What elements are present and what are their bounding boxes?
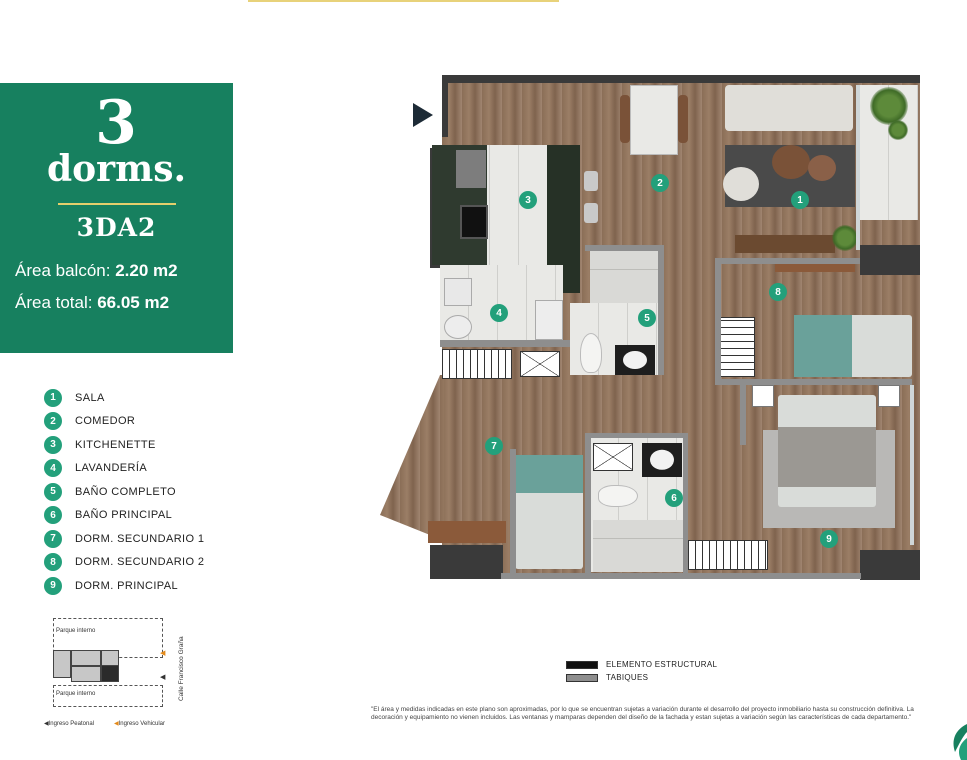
total-area-value: 66.05 m2 xyxy=(97,293,170,312)
shower-tile xyxy=(590,251,658,303)
nightstand xyxy=(878,385,900,407)
card-divider xyxy=(58,203,176,205)
legend-label: DORM. SECUNDARIO 1 xyxy=(75,532,205,545)
room-marker-sala: 1 xyxy=(791,191,809,209)
legend-number-badge: 4 xyxy=(44,459,62,477)
closet xyxy=(688,540,768,570)
bed-blanket xyxy=(794,315,852,377)
bed-blanket xyxy=(515,455,583,493)
legend-item xyxy=(44,574,204,598)
legend-number-badge: 6 xyxy=(44,506,62,524)
plan-key-partitions xyxy=(566,671,717,684)
room-marker-bano-principal: 6 xyxy=(665,489,683,507)
legend-number-badge: 1 xyxy=(44,389,62,407)
partition-wall xyxy=(585,433,685,438)
shaft xyxy=(520,351,560,377)
legend-item xyxy=(44,433,204,457)
legend-label: DORM. PRINCIPAL xyxy=(75,579,178,592)
structural-swatch xyxy=(566,661,598,669)
legend-label: LAVANDERÍA xyxy=(75,462,148,475)
partition-wall xyxy=(501,573,861,579)
room-marker-comedor: 2 xyxy=(651,174,669,192)
tv-console xyxy=(735,235,835,253)
vehicular-marker-icon: ◀ xyxy=(114,721,119,727)
key-plan xyxy=(40,615,200,735)
bed-blanket xyxy=(778,427,876,487)
legend-item xyxy=(44,504,204,528)
legend-label: DORM. SECUNDARIO 2 xyxy=(75,556,205,569)
legend-item xyxy=(44,480,204,504)
park-top-label: Parque interno xyxy=(56,628,96,634)
washbasin xyxy=(615,345,655,375)
pedestrian-entry-legend xyxy=(44,720,94,727)
balcony-glass xyxy=(856,85,860,250)
bar-stool xyxy=(584,171,598,191)
building-block xyxy=(71,666,101,682)
legend-number-badge: 9 xyxy=(44,577,62,595)
toilet xyxy=(598,485,638,507)
room-marker-dorm-secundario-1: 7 xyxy=(485,437,503,455)
plan-key-structural xyxy=(566,658,717,671)
pedestrian-arrow-icon: ◀ xyxy=(160,674,166,681)
dining-chairs xyxy=(620,95,630,143)
vehicular-entry-legend xyxy=(114,720,165,727)
partition-wall xyxy=(585,433,591,575)
room-legend xyxy=(44,386,204,598)
bedroom-label: dorms. xyxy=(46,148,187,190)
legend-number-badge: 5 xyxy=(44,483,62,501)
building-block xyxy=(71,650,101,666)
partition-swatch xyxy=(566,674,598,682)
window-glass xyxy=(910,385,914,545)
shower-tile xyxy=(593,520,683,572)
balcony-area-label: Área balcón: xyxy=(15,261,116,280)
partition-label: TABIQUES xyxy=(606,673,649,682)
room-marker-lavanderia: 4 xyxy=(490,304,508,322)
disclaimer-text: "El área y medidas indicadas en este plano son aproximadas, por lo que se encuentran sujetas a variación durante el desarrollo del proyecto inmobiliario hasta su construcción definitiva. La decoración y equipamiento no vienen incluidos. Las ventanas y mamparas dependen del diseño de la fachada y estan sujetas a variación según las características de cada departamento." xyxy=(371,706,914,722)
legend-item xyxy=(44,551,204,575)
total-area-label: Área total: xyxy=(15,293,98,312)
legend-label: SALA xyxy=(75,391,105,404)
shaft xyxy=(593,443,633,471)
pedestrian-entry-label: Ingreso Peatonal xyxy=(48,721,94,727)
legend-number-badge: 7 xyxy=(44,530,62,548)
building-block xyxy=(53,650,71,678)
balcony-area xyxy=(0,260,233,281)
legend-number-badge: 2 xyxy=(44,412,62,430)
pedestrian-marker-icon: ◀ xyxy=(44,721,49,727)
vehicular-arrow-icon: ◀ xyxy=(160,650,166,657)
legend-label: BAÑO PRINCIPAL xyxy=(75,509,173,522)
unit-code: 3DA2 xyxy=(76,213,157,242)
legend-label: KITCHENETTE xyxy=(75,438,156,451)
plant-icon xyxy=(870,87,908,125)
nightstand xyxy=(752,385,774,407)
desk xyxy=(428,521,506,543)
room-marker-kitchenette: 3 xyxy=(519,191,537,209)
room-marker-bano-completo: 5 xyxy=(638,309,656,327)
vehicular-entry-label: Ingreso Vehicular xyxy=(118,721,165,727)
toilet xyxy=(580,333,602,373)
washbasin xyxy=(642,443,682,477)
park-bottom-label: Parque interno xyxy=(56,691,96,697)
cooktop xyxy=(460,205,488,239)
side-table xyxy=(808,155,836,181)
closet xyxy=(442,349,512,379)
structural-column xyxy=(860,245,920,275)
structural-label: ELEMENTO ESTRUCTURAL xyxy=(606,660,718,669)
legend-label: BAÑO COMPLETO xyxy=(75,485,176,498)
plant-icon xyxy=(888,120,908,140)
leaf-logo-icon xyxy=(949,722,967,760)
dining-chairs xyxy=(678,95,688,143)
legend-item xyxy=(44,457,204,481)
bedroom-count: 3 xyxy=(95,88,138,158)
street-label: Calle Francisco Graña xyxy=(178,636,185,701)
legend-item xyxy=(44,386,204,410)
unit-highlight xyxy=(101,665,119,682)
structural-column xyxy=(430,545,503,579)
legend-label: COMEDOR xyxy=(75,415,136,428)
structural-wall xyxy=(442,75,448,137)
structural-column xyxy=(860,550,920,580)
legend-number-badge: 8 xyxy=(44,553,62,571)
legend-number-badge: 3 xyxy=(44,436,62,454)
structural-wall xyxy=(442,75,920,83)
closet xyxy=(719,317,755,377)
top-accent-line xyxy=(248,0,559,2)
partition-wall xyxy=(683,433,688,575)
laundry-sink xyxy=(535,300,563,340)
dryer xyxy=(444,315,472,339)
washer xyxy=(444,278,472,306)
partition-wall xyxy=(510,449,516,575)
armchair xyxy=(723,167,759,201)
fridge xyxy=(456,150,486,188)
legend-item xyxy=(44,410,204,434)
partition-wall xyxy=(740,385,746,445)
balcony-area-value: 2.20 m2 xyxy=(115,261,178,280)
wood-floor-bay xyxy=(380,375,444,535)
plan-keys xyxy=(566,658,717,684)
legend-item xyxy=(44,527,204,551)
total-area xyxy=(0,292,233,313)
unit-summary-card xyxy=(0,83,233,353)
room-marker-dorm-secundario-2: 8 xyxy=(769,283,787,301)
coffee-table xyxy=(772,145,810,179)
floor-plan xyxy=(380,75,922,583)
room-marker-dorm-principal: 9 xyxy=(820,530,838,548)
shelf xyxy=(775,264,855,272)
bar-stool xyxy=(584,203,598,223)
plant-icon xyxy=(832,225,858,251)
dining-table xyxy=(630,85,678,155)
sofa xyxy=(725,85,853,131)
partition-wall xyxy=(715,258,721,385)
partition-wall xyxy=(658,245,664,375)
